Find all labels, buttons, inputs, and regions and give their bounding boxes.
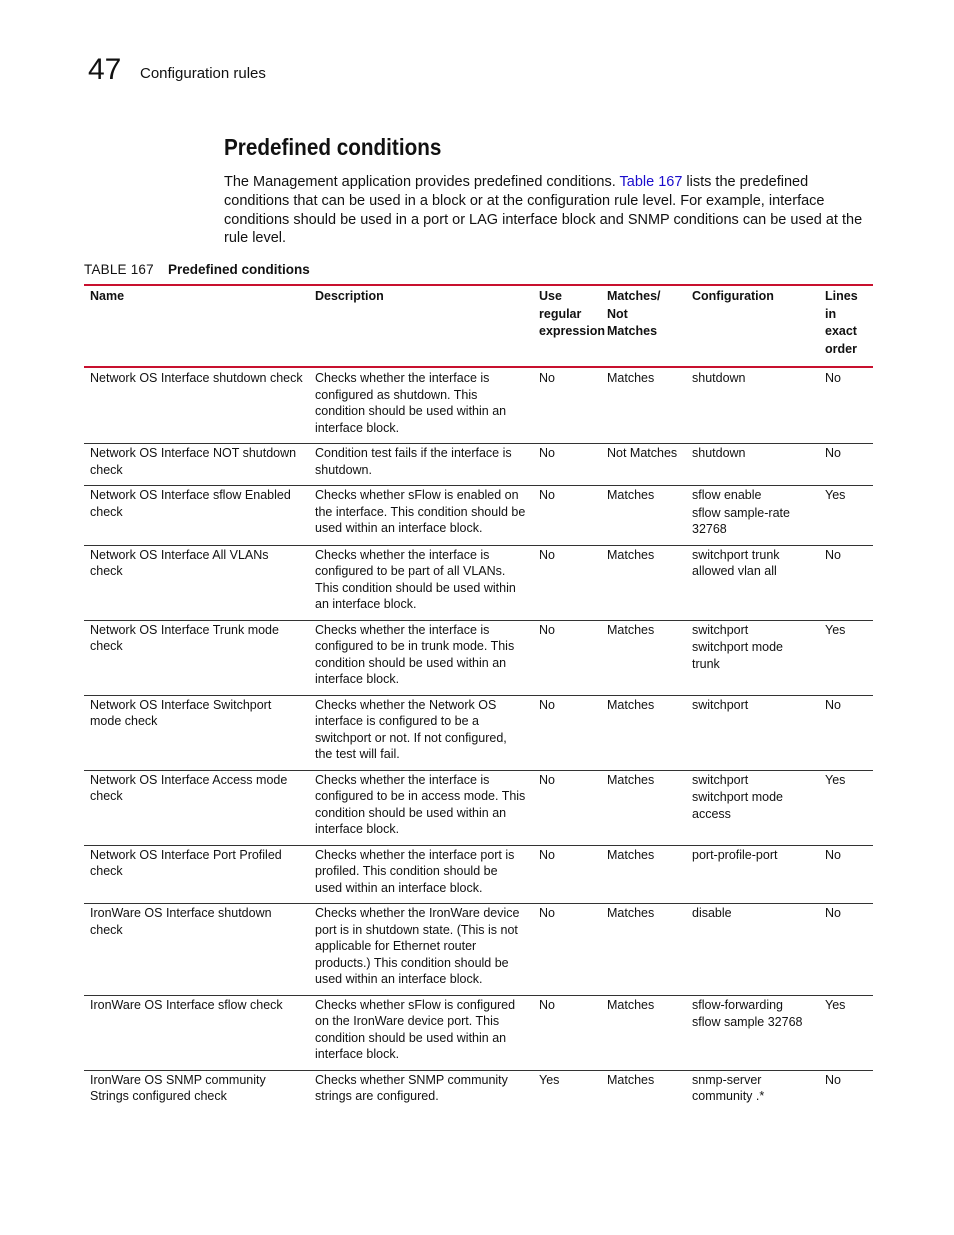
cell-configuration: [686, 545, 819, 620]
configuration-line: sflow-forwarding: [692, 997, 784, 1012]
configuration-line: sflow sample 32768: [692, 1015, 803, 1030]
cell-regex: No: [533, 904, 601, 996]
table-row: [84, 367, 873, 444]
configuration-line: switchport mode trunk: [692, 640, 784, 671]
cell-name: Network OS Interface Port Profiled check: [84, 845, 309, 904]
table-row: [84, 486, 873, 546]
cell-exact-order: Yes: [819, 486, 873, 546]
cell-matches: Matches: [601, 995, 686, 1070]
cell-matches: Matches: [601, 845, 686, 904]
table-row: [84, 620, 873, 695]
table-row: [84, 545, 873, 620]
intro-text-after: lists the predefined conditions that can be used in a block or at the configuration rule level. For example, interface conditions should be used in a port or LAG interface block and SNMP conditions can be used at the rule level.: [224, 174, 863, 247]
cell-regex: No: [533, 995, 601, 1070]
cell-description: Condition test fails if the interface is shutdown.: [309, 444, 533, 486]
configuration-line: switchport: [692, 772, 749, 787]
cell-configuration: [686, 845, 819, 904]
cell-exact-order: No: [819, 904, 873, 996]
cell-configuration: [686, 1070, 819, 1112]
section-title: Predefined conditions: [224, 134, 442, 160]
chapter-number: 47: [88, 53, 122, 86]
configuration-line: switchport mode access: [692, 790, 784, 821]
cell-exact-order: No: [825, 1072, 841, 1087]
cell-configuration: [686, 444, 819, 486]
cell-matches: Matches: [601, 695, 686, 770]
cell-name: Network OS Interface All VLANs check: [84, 545, 309, 620]
cell-description: Checks whether the IronWare device port is in shutdown state. (This is not applicable for Ethernet router products.) This condition should be used within an interface block.: [309, 904, 533, 996]
cell-matches: Matches: [601, 904, 686, 996]
cell-name: Network OS Interface Switchport mode check: [84, 695, 309, 770]
table-row: [84, 444, 873, 486]
cell-matches: Matches: [601, 367, 686, 444]
cell-configuration: [686, 620, 819, 695]
cell-description: Checks whether sFlow is configured on the IronWare device port. This condition should be used within an interface block.: [309, 995, 533, 1070]
column-header-name: Name: [84, 285, 309, 367]
cell-exact-order: No: [819, 845, 873, 904]
cell-matches: Matches: [601, 770, 686, 845]
column-header-exact-order: Lines in exact order: [819, 285, 873, 367]
cell-regex: No: [533, 845, 601, 904]
table-header-row: [84, 285, 873, 367]
cell-name: IronWare OS SNMP community Strings configured check: [90, 1072, 266, 1104]
table-row: [84, 845, 873, 904]
intro-text-before: The Management application provides predefined conditions.: [224, 174, 620, 190]
cell-matches: Matches: [607, 1072, 655, 1087]
table-link[interactable]: Table 167: [619, 174, 683, 190]
cell-regex: No: [533, 444, 601, 486]
cell-name: Network OS Interface NOT shutdown check: [84, 444, 309, 486]
cell-exact-order: No: [819, 545, 873, 620]
column-header-configuration: Configuration: [686, 285, 819, 367]
table-row: [84, 695, 873, 770]
cell-name: IronWare OS Interface shutdown check: [84, 904, 309, 996]
configuration-line: sflow enable: [692, 488, 762, 503]
predefined-conditions-table: [84, 284, 873, 1112]
table-caption: [84, 261, 310, 279]
cell-name: Network OS Interface Access mode check: [84, 770, 309, 845]
cell-regex: No: [533, 770, 601, 845]
cell-name: Network OS Interface Trunk mode check: [84, 620, 309, 695]
cell-matches: Matches: [601, 486, 686, 546]
configuration-line: sflow sample-rate 32768: [692, 505, 790, 537]
cell-regex: No: [533, 486, 601, 546]
configuration-line: switchport: [692, 697, 749, 712]
cell-matches: Matches: [601, 620, 686, 695]
configuration-line: snmp-server community .*: [692, 1072, 765, 1104]
configuration-line: switchport trunk allowed vlan all: [692, 547, 780, 579]
cell-configuration: [686, 695, 819, 770]
table-row: [84, 1070, 873, 1112]
cell-description: Checks whether the interface is configured to be in access mode. This condition should be used within an interface block.: [309, 770, 533, 845]
cell-configuration: [686, 995, 819, 1070]
cell-exact-order: No: [819, 695, 873, 770]
configuration-line: port-profile-port: [692, 847, 778, 862]
configuration-line: switchport: [692, 622, 749, 637]
cell-regex: No: [533, 367, 601, 444]
column-header-description: Description: [309, 285, 533, 367]
cell-exact-order: Yes: [819, 770, 873, 845]
chapter-title: Configuration rules: [140, 65, 266, 82]
cell-exact-order: No: [819, 367, 873, 444]
cell-description: Checks whether SNMP community strings are configured.: [315, 1072, 508, 1104]
column-header-matches: Matches/ Not Matches: [601, 285, 686, 367]
configuration-line: shutdown: [692, 446, 746, 461]
cell-description: Checks whether the interface is configured to be part of all VLANs. This condition should be used within an interface block.: [309, 545, 533, 620]
cell-name: Network OS Interface sflow Enabled check: [84, 486, 309, 546]
cell-name: Network OS Interface shutdown check: [84, 367, 309, 444]
cell-regex: No: [533, 620, 601, 695]
table-row: [84, 770, 873, 845]
cell-regex: No: [533, 545, 601, 620]
configuration-line: shutdown: [692, 371, 746, 386]
configuration-line: disable: [692, 906, 732, 921]
cell-exact-order: Yes: [819, 995, 873, 1070]
cell-configuration: [686, 367, 819, 444]
cell-name: IronWare OS Interface sflow check: [84, 995, 309, 1070]
table-caption-title: Predefined conditions: [168, 262, 310, 277]
cell-description: Checks whether the interface port is profiled. This condition should be used within an interface block.: [309, 845, 533, 904]
cell-exact-order: No: [819, 444, 873, 486]
intro-paragraph: [224, 173, 874, 248]
cell-exact-order: Yes: [819, 620, 873, 695]
cell-configuration: [686, 904, 819, 996]
table-caption-label: TABLE 167: [84, 262, 154, 277]
cell-description: Checks whether the Network OS interface is configured to be a switchport or not. If not configured, the test will fail.: [309, 695, 533, 770]
table-row: [84, 995, 873, 1070]
cell-matches: Matches: [601, 545, 686, 620]
cell-configuration: [686, 770, 819, 845]
cell-regex: No: [533, 695, 601, 770]
cell-description: Checks whether the interface is configured as shutdown. This condition should be used within an interface block.: [309, 367, 533, 444]
table-row: [84, 904, 873, 996]
cell-description: Checks whether the interface is configured to be in trunk mode. This condition should be used within an interface block.: [309, 620, 533, 695]
column-header-regex: Use regular expression: [533, 285, 601, 367]
cell-matches: Not Matches: [601, 444, 686, 486]
cell-regex: Yes: [539, 1072, 560, 1087]
cell-configuration: [686, 486, 819, 546]
table-body: [84, 367, 873, 1112]
cell-description: Checks whether sFlow is enabled on the interface. This condition should be used within an interface block.: [309, 486, 533, 546]
